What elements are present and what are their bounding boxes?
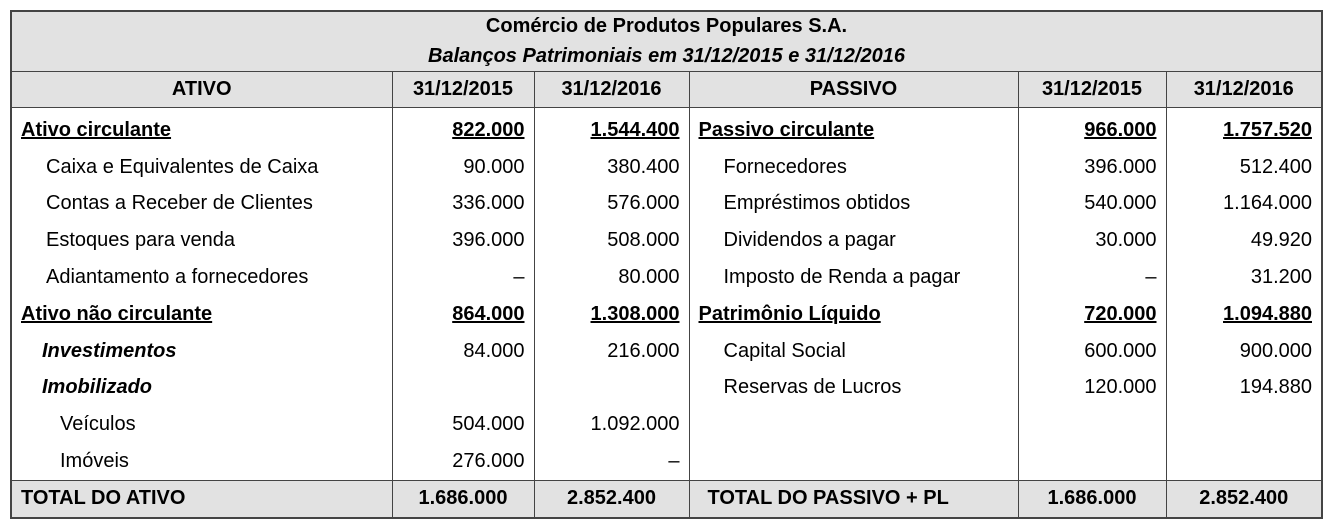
ativo-row-value-2016: 380.400 — [534, 149, 689, 186]
ativo-row-label: Contas a Receber de Clientes — [11, 186, 392, 223]
passivo-row-value-2016: 1.164.000 — [1166, 186, 1322, 223]
table-row — [11, 259, 1322, 296]
passivo-row-value-2015: – — [1018, 259, 1166, 296]
ativo-row-value-2015: – — [392, 259, 534, 296]
ativo-row-value-2015: 276.000 — [392, 443, 534, 480]
table-row — [11, 149, 1322, 186]
table-row — [11, 108, 1322, 149]
passivo-row-value-2016: 49.920 — [1166, 222, 1322, 259]
ativo-row-value-2016: – — [534, 443, 689, 480]
passivo-row-label — [689, 443, 1018, 480]
passivo-row-label — [689, 406, 1018, 443]
balance-rows — [11, 108, 1322, 481]
passivo-row-value-2016: 1.757.520 — [1166, 108, 1322, 149]
subtitle-row — [11, 41, 1322, 72]
passivo-row-value-2015: 600.000 — [1018, 333, 1166, 370]
header-passivo: PASSIVO — [689, 72, 1018, 108]
passivo-row-value-2015: 720.000 — [1018, 296, 1166, 333]
ativo-row-label: Veículos — [11, 406, 392, 443]
passivo-row-value-2015 — [1018, 406, 1166, 443]
ativo-row-value-2015: 504.000 — [392, 406, 534, 443]
passivo-row-value-2015: 30.000 — [1018, 222, 1166, 259]
passivo-row-value-2016 — [1166, 443, 1322, 480]
balance-sheet-table — [10, 10, 1323, 519]
header-passivo-2015: 31/12/2015 — [1018, 72, 1166, 108]
ativo-row-label: Ativo circulante — [11, 108, 392, 149]
ativo-row-value-2016: 1.092.000 — [534, 406, 689, 443]
ativo-row-value-2016: 1.308.000 — [534, 296, 689, 333]
totals-row — [11, 480, 1322, 518]
ativo-row-value-2016: 576.000 — [534, 186, 689, 223]
passivo-row-value-2015 — [1018, 443, 1166, 480]
passivo-row-label: Imposto de Renda a pagar — [689, 259, 1018, 296]
table-row — [11, 406, 1322, 443]
table-row — [11, 333, 1322, 370]
passivo-row-value-2016: 1.094.880 — [1166, 296, 1322, 333]
ativo-row-label: Adiantamento a fornecedores — [11, 259, 392, 296]
ativo-row-value-2016: 508.000 — [534, 222, 689, 259]
header-ativo-2016: 31/12/2016 — [534, 72, 689, 108]
ativo-row-label: Ativo não circulante — [11, 296, 392, 333]
table-row — [11, 296, 1322, 333]
passivo-row-value-2015: 120.000 — [1018, 370, 1166, 407]
passivo-row-value-2016: 512.400 — [1166, 149, 1322, 186]
passivo-row-label: Capital Social — [689, 333, 1018, 370]
total-passivo-label: TOTAL DO PASSIVO + PL — [689, 480, 1018, 518]
total-passivo-2015: 1.686.000 — [1018, 480, 1166, 518]
passivo-row-value-2016 — [1166, 406, 1322, 443]
passivo-row-value-2015: 396.000 — [1018, 149, 1166, 186]
header-ativo-2015: 31/12/2015 — [392, 72, 534, 108]
title-row — [11, 11, 1322, 41]
table-row — [11, 443, 1322, 480]
passivo-row-label: Patrimônio Líquido — [689, 296, 1018, 333]
passivo-row-value-2016: 900.000 — [1166, 333, 1322, 370]
passivo-row-label: Empréstimos obtidos — [689, 186, 1018, 223]
ativo-row-label: Estoques para venda — [11, 222, 392, 259]
ativo-row-label: Imobilizado — [11, 370, 392, 407]
ativo-row-value-2016 — [534, 370, 689, 407]
header-ativo: ATIVO — [11, 72, 392, 108]
passivo-row-label: Dividendos a pagar — [689, 222, 1018, 259]
passivo-row-label: Reservas de Lucros — [689, 370, 1018, 407]
ativo-row-label: Caixa e Equivalentes de Caixa — [11, 149, 392, 186]
ativo-row-value-2016: 1.544.400 — [534, 108, 689, 149]
table-row — [11, 222, 1322, 259]
ativo-row-value-2015: 822.000 — [392, 108, 534, 149]
passivo-row-value-2016: 194.880 — [1166, 370, 1322, 407]
ativo-row-value-2016: 80.000 — [534, 259, 689, 296]
table-row — [11, 186, 1322, 223]
company-title: Comércio de Produtos Populares S.A. — [11, 11, 1322, 41]
ativo-row-value-2016: 216.000 — [534, 333, 689, 370]
ativo-row-value-2015: 84.000 — [392, 333, 534, 370]
ativo-row-label: Investimentos — [11, 333, 392, 370]
passivo-row-label: Fornecedores — [689, 149, 1018, 186]
passivo-row-label: Passivo circulante — [689, 108, 1018, 149]
ativo-row-label: Imóveis — [11, 443, 392, 480]
ativo-row-value-2015 — [392, 370, 534, 407]
passivo-row-value-2015: 540.000 — [1018, 186, 1166, 223]
total-ativo-2015: 1.686.000 — [392, 480, 534, 518]
ativo-row-value-2015: 864.000 — [392, 296, 534, 333]
table-row — [11, 370, 1322, 407]
sheet-subtitle: Balanços Patrimoniais em 31/12/2015 e 31/12/2016 — [11, 41, 1322, 72]
ativo-row-value-2015: 90.000 — [392, 149, 534, 186]
header-row — [11, 72, 1322, 108]
header-passivo-2016: 31/12/2016 — [1166, 72, 1322, 108]
ativo-row-value-2015: 336.000 — [392, 186, 534, 223]
passivo-row-value-2015: 966.000 — [1018, 108, 1166, 149]
total-passivo-2016: 2.852.400 — [1166, 480, 1322, 518]
passivo-row-value-2016: 31.200 — [1166, 259, 1322, 296]
ativo-row-value-2015: 396.000 — [392, 222, 534, 259]
total-ativo-label: TOTAL DO ATIVO — [11, 480, 392, 518]
total-ativo-2016: 2.852.400 — [534, 480, 689, 518]
